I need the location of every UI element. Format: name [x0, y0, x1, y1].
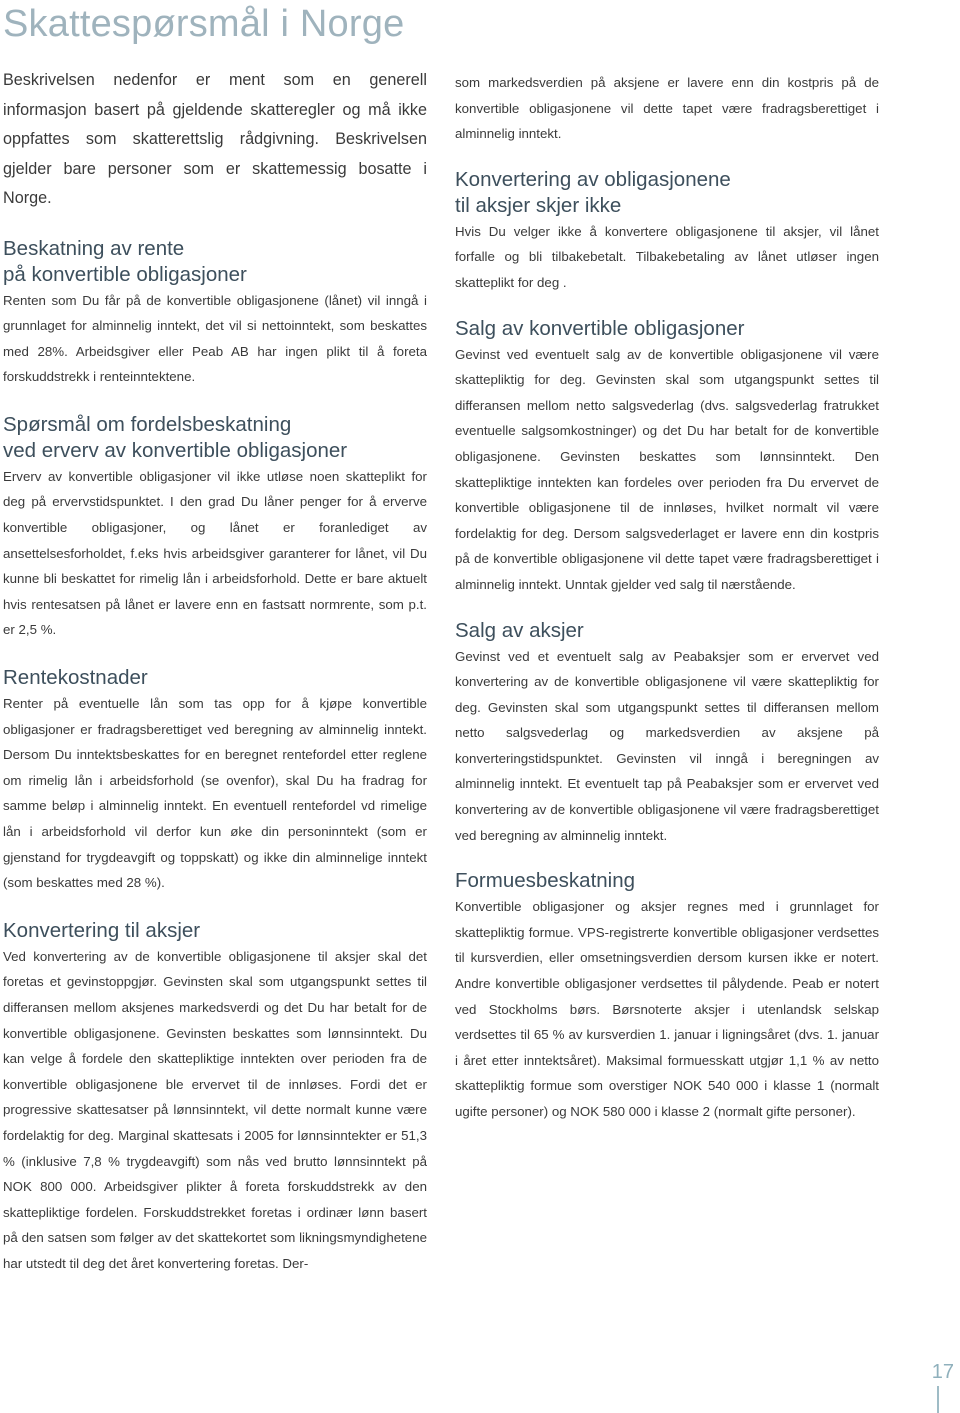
- section-heading: [3, 412, 427, 464]
- left-column: [3, 66, 427, 1277]
- page-number: 17: [931, 1361, 954, 1383]
- section-heading-line: på konvertible obligasjoner: [3, 262, 247, 286]
- section-formuesbeskatning: [455, 868, 879, 1124]
- section-heading: Konvertering til aksjer: [3, 918, 201, 942]
- section-body: Gevinst ved et eventuelt salg av Peabaksjer som er ervervet ved konvertering av de konvertible obligasjonene vil være skattepliktig for deg. Gevinsten skal som utgangspunkt settes til differansen mellom netto salgsvederlag og markedsverdien av aksjene på konverteringstidspunktet. Gevinsten vil inngå i beregningen av alminnelig inntekt. Et eventuelt tap på Peabaksjer som er ervervet ved konvertering av de konvertible obligasjonene vil være fradragsberettiget ved beregning av alminnelig inntekt.: [455, 648, 879, 843]
- section-body: Hvis Du velger ikke å konvertere obligasjonene til aksjer, vil lånet forfalle og bli tilbakebetalt. Tilbakebetaling av lånet utløser ingen skatteplikt for deg .: [455, 223, 879, 290]
- section-heading-line: ved erverv av konvertible obligasjoner: [3, 438, 348, 462]
- section-heading-line: til aksjer skjer ikke: [455, 193, 622, 217]
- section-konvertering-til-aksjer: [3, 918, 427, 1277]
- section-heading-line: Beskatning av rente: [3, 236, 185, 260]
- page-number-rule: [937, 1386, 939, 1413]
- section-body: Konvertible obligasjoner og aksjer regnes med i grunnlaget for skattepliktig formue. VPS-registrerte konvertible obligasjoner verdsettes til kursverdien, eller omsetningsverdien dersom kursen ikke er notert. Andre konvertible obligasjoner verdsettes til pålydende. Peab er notert ved Stockholms børs. Børsnoterte aksjer i utenlandsk selskap verdsettes til 65 % av kursverdien 1. januar i ligningsåret (dvs. 1. januar i året etter inntektsåret). Maksimal formuesskatt utgjør 1,1 % av netto skattepliktig formue som overstiger NOK 540 000 i klasse 1 (normalt ugifte personer) og NOK 580 000 i klasse 2 (normalt gifte personer).: [455, 899, 879, 1119]
- section-heading-line: Konvertering av obligasjonene: [455, 167, 731, 191]
- section-fordelsbeskatning: [3, 412, 427, 643]
- section-body: Gevinst ved eventuelt salg av de konvertible obligasjonene vil være skattepliktig for deg. Gevinsten skal som utgangspunkt settes til differansen mellom netto salgsvederlag (dvs. salgsvederlag fratrukket eventuelle salgsomkostninger) og det Du har betalt for de konvertible obligasjonene. Gevinsten beskattes som lønnsinntekt. Den skattepliktige inntekten kan fordeles over perioden fra Du ervervet de konvertible obligasjonene til de innløses, hvilket normalt vil være fordelaktig for deg. Dersom salgsvederlaget er lavere enn din kostpris på de konvertible obligasjonene vil dette tapet være fradragsberettiget i alminnelig inntekt. Unntak gjelder ved salg til nærstående.: [455, 346, 879, 592]
- section-heading: Salg av konvertible obligasjoner: [455, 316, 745, 340]
- right-column: [455, 70, 879, 1125]
- page-title: Skattespørsmål i Norge: [3, 3, 405, 45]
- section-body: Ved konvertering av de konvertible obligasjonene til aksjer skal det foretas et gevinstoppgjør. Gevinsten skal som utgangspunkt settes til differansen mellom aksjenes markedsverdi og det Du har betalt for de konvertible obligasjonene. Gevinsten beskattes som lønnsinntekt. Du kan velge å fordele den skattepliktige inntekten over perioden fra de konvertible obligasjonene ble ervervet til de innløses. Fordi det er progressive skattesatser på lønnsinntekt, vil dette normalt kunne være fordelaktig for deg. Marginal skattesats i 2005 for lønnsinntekter er 51,3 % (inklusive 7,8 % trygdeavgift) som nås ved brutto lønnsinntekt på NOK 800 000. Arbeidsgiver plikter å foreta forskuddstrekk av den skattepliktige fordelen. Forskuddstrekket foretas i ordinær lønn basert på den satsen som følger av det skattekortet som likningsmyndighetene har utstedt til deg det året konvertering foretas. Der-: [3, 948, 427, 1271]
- section-heading: Salg av aksjer: [455, 618, 584, 642]
- section-salg-konvertible: [455, 316, 879, 598]
- section-heading: [3, 236, 427, 288]
- section-heading: Formuesbeskatning: [455, 869, 636, 893]
- section-heading: [455, 167, 879, 219]
- section-body: Erverv av konvertible obligasjoner vil ikke utløse noen skatteplikt for deg på ervervstidspunktet. I den grad Du låner penger for å erverve konvertible obligasjoner, og lånet er foranlediget av ansettelsesforholdet, f.eks hvis arbeidsgiver garanterer for lånet, vil Du kunne bli beskattet for rimelig lån i arbeidsforhold. Dette er bare aktuelt hvis rentesatsen på lånet er lavere enn en fastsatt normrente, som p.t. er 2,5 %.: [3, 468, 427, 638]
- continued-paragraph: som markedsverdien på aksjene er lavere enn din kostpris på de konvertible obligasjonene vil dette tapet være fradragsberettiget i alminnelig inntekt.: [455, 75, 879, 142]
- section-body: Renten som Du får på de konvertible obligasjonene (lånet) vil inngå i grunnlaget for alminnelig inntekt, det vil si nettoinntekt, som beskattes med 28%. Arbeidsgiver eller Peab AB har ingen plikt til å foreta forskuddstrekk i renteinntektene.: [3, 292, 427, 385]
- section-heading: Rentekostnader: [3, 666, 148, 690]
- section-salg-aksjer: [455, 618, 879, 849]
- section-heading-line: Spørsmål om fordelsbeskatning: [3, 412, 292, 436]
- section-konvertering-skjer-ikke: [455, 167, 879, 296]
- intro-paragraph: Beskrivelsen nedenfor er ment som en generell informasjon basert på gjeldende skatteregler og må ikke oppfattes som skatterettslig rådgivning. Beskrivelsen gjelder bare personer som er skattemessig bosatte i Norge.: [3, 71, 427, 207]
- section-rente: [3, 236, 427, 390]
- section-body: Renter på eventuelle lån som tas opp for å kjøpe konvertible obligasjoner er fradragsberettiget ved beregning av alminnelig inntekt. Dersom Du inntektsbeskattes for en beregnet rentefordel etter reglene om rimelig lån i arbeidsforhold (se ovenfor), skal Du ha fradrag for samme beløp i alminnelig inntekt. En eventuell rentefordel vd rimelige lån i arbeidsforhold vil derfor kun øke din personinntekt (som er gjenstand for trygdeavgift og toppskatt) og ikke din alminnelige inntekt (som beskattes med 28 %).: [3, 696, 427, 891]
- section-rentekostnader: [3, 665, 427, 896]
